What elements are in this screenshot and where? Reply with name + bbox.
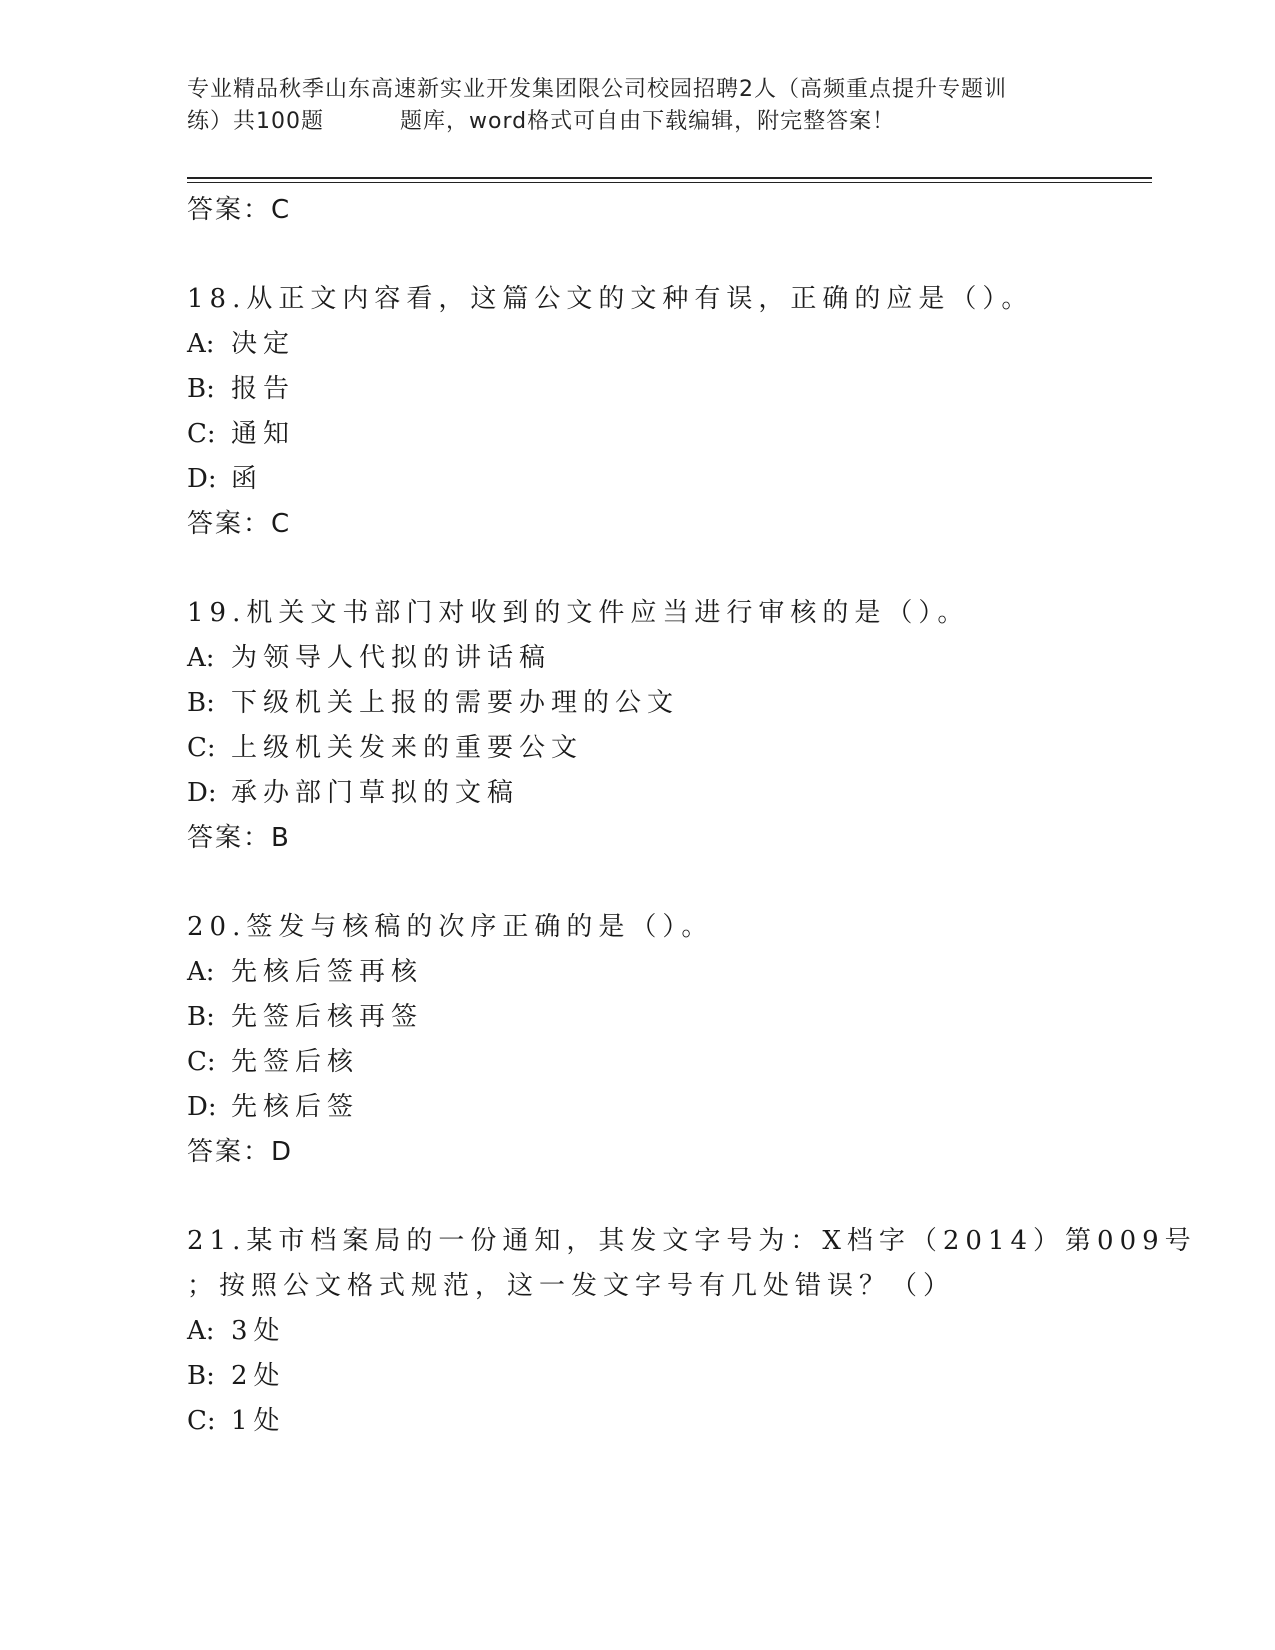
option-text: 1处	[231, 1406, 286, 1436]
answer-line: 答案：C	[187, 195, 292, 225]
option-key: A:	[187, 329, 215, 359]
option-item	[187, 771, 1152, 816]
question-text: 19.机关文书部门对收到的文件应当进行审核的是（）。	[187, 598, 970, 628]
question-text-continued: ；按照公文格式规范，这一发文字号有几处错误？（）	[187, 1271, 956, 1301]
option-key: A:	[187, 1316, 215, 1346]
option-key: C:	[187, 733, 216, 763]
option-key: B:	[187, 374, 215, 404]
option-text: 决定	[231, 329, 296, 359]
option-item	[187, 726, 1152, 771]
option-key: A:	[187, 643, 215, 673]
option-item	[187, 950, 1152, 995]
option-key: C:	[187, 419, 216, 449]
option-key: C:	[187, 1406, 216, 1436]
option-text: 先签后核	[231, 1047, 360, 1077]
question-list	[187, 188, 1197, 1444]
option-text: 先核后签	[231, 1092, 360, 1122]
option-text: 2处	[231, 1361, 286, 1391]
option-key: C:	[187, 1047, 216, 1077]
option-key: A:	[187, 957, 215, 987]
option-text: 先核后签再核	[231, 957, 424, 987]
question-text: 21.某市档案局的一份通知，其发文字号为：X档字（2014）第009号	[187, 1226, 1197, 1256]
option-item	[187, 457, 1152, 502]
question-text: 18.从正文内容看，这篇公文的文种有误，正确的应是（）。	[187, 284, 1034, 314]
option-text: 下级机关上报的需要办理的公文	[231, 688, 680, 718]
answer-line: 答案：B	[187, 823, 291, 853]
header-line-1: 专业精品秋季山东高速新实业开发集团限公司校园招聘2人（高频重点提升专题训	[187, 77, 1007, 102]
header-line-2-part-a: 练）共100题	[187, 109, 324, 134]
option-text: 先签后核再签	[231, 1002, 424, 1032]
option-item	[187, 1040, 1152, 1085]
option-item	[187, 367, 1152, 412]
option-key: B:	[187, 688, 215, 718]
answer-line: 答案：D	[187, 1137, 294, 1167]
option-key: D:	[187, 1092, 217, 1122]
header-line-2	[187, 106, 1107, 138]
option-item	[187, 1085, 1152, 1130]
option-item	[187, 636, 1152, 681]
option-key: B:	[187, 1002, 215, 1032]
question-block	[187, 905, 1152, 1175]
option-text: 函	[231, 464, 264, 494]
option-item	[187, 681, 1152, 726]
question-block	[187, 591, 1152, 861]
option-item	[187, 1309, 1152, 1354]
option-item	[187, 1399, 1152, 1444]
question-block	[187, 1219, 1197, 1444]
option-text: 3处	[231, 1316, 286, 1346]
question-block	[187, 277, 1152, 547]
answer-line: 答案：C	[187, 509, 292, 539]
page-header	[187, 74, 1107, 138]
header-divider-thin	[187, 182, 1152, 183]
option-item	[187, 1354, 1152, 1399]
option-key: B:	[187, 1361, 215, 1391]
option-text: 报告	[231, 374, 296, 404]
option-item	[187, 322, 1152, 367]
question-text: 20.签发与核稿的次序正确的是（）。	[187, 912, 714, 942]
header-line-2-part-b: 题库，word格式可自由下载编辑，附完整答案！	[400, 109, 896, 134]
option-key: D:	[187, 778, 217, 808]
option-text: 上级机关发来的重要公文	[231, 733, 584, 763]
option-item	[187, 995, 1152, 1040]
option-text: 承办部门草拟的文稿	[231, 778, 520, 808]
header-divider-thick	[187, 177, 1152, 179]
option-text: 通知	[231, 419, 296, 449]
option-item	[187, 412, 1152, 457]
option-key: D:	[187, 464, 217, 494]
option-text: 为领导人代拟的讲话稿	[231, 643, 552, 673]
